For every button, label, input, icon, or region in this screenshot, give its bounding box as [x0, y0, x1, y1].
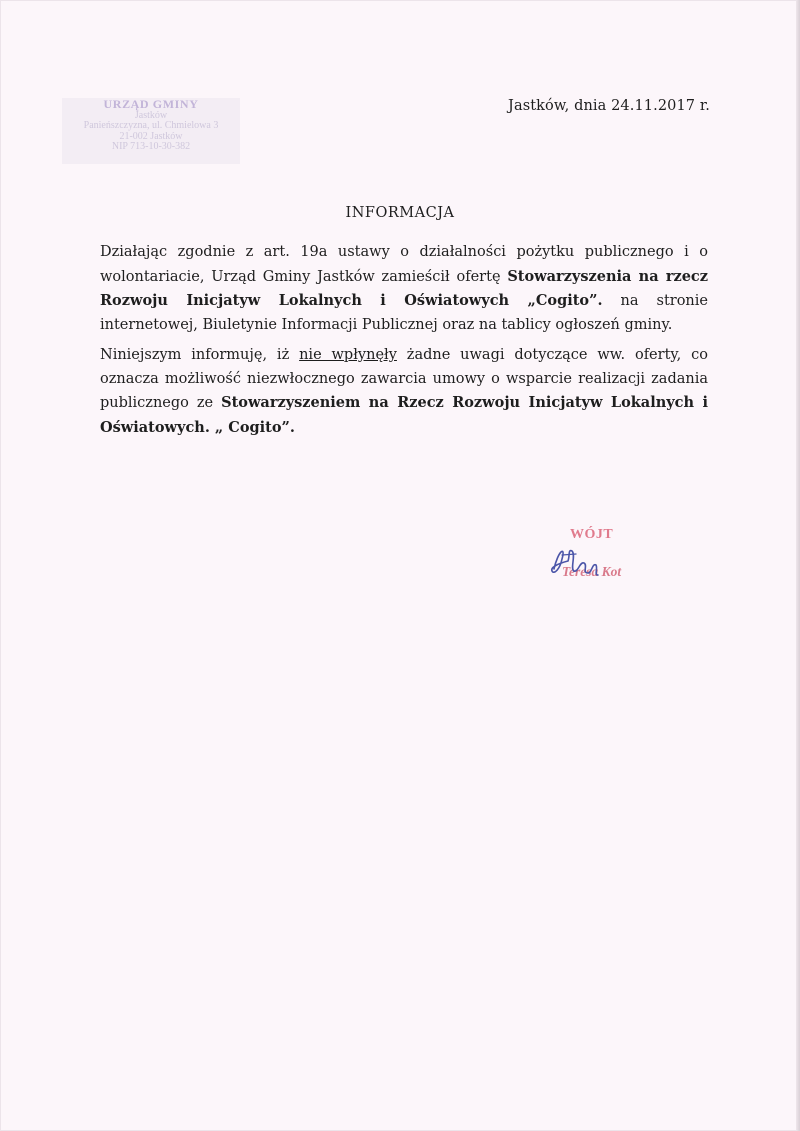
stamp-line-5: NIP 713-10-30-382	[111, 141, 191, 153]
paragraph-2-bold: Stowarzyszeniem na Rzecz Rozwoju Inicjatyw Lokalnych i Oświatowych. „ Cogito”.	[100, 394, 709, 436]
office-stamp	[62, 98, 240, 164]
paragraph-2-text-a: Niniejszym informuję, iż	[100, 347, 300, 363]
page-edge	[796, 0, 800, 1131]
paragraph-1-bold: Stowarzyszenia na rzecz Rozwoju Inicjatyw Lokalnych i Oświatowych „Cogito”.	[100, 267, 708, 309]
signature-role: WÓJT	[570, 527, 614, 542]
signature-name: Teresa Kot	[562, 564, 622, 579]
stamp-line-1: URZĄD GMINY	[103, 97, 199, 111]
paragraph-1-text-b: na stronie internetowej, Biuletynie Informacji Publicznej oraz na tablicy ogłoszeń gminy.	[100, 293, 708, 333]
signature-block	[540, 525, 640, 595]
stamp-line-2: Jastków	[134, 109, 168, 121]
paragraph-1	[100, 241, 708, 337]
paragraph-2	[100, 344, 708, 440]
stamp-line-4: 21-002 Jastków	[119, 130, 183, 142]
stamp-line-3: Panieńszczyzna, ul. Chmielowa 3	[83, 120, 219, 132]
paragraph-2-underlined: nie wpłynęły	[299, 347, 397, 363]
document-date: Jastków, dnia 24.11.2017 r.	[508, 98, 710, 114]
document-title: INFORMACJA	[345, 205, 455, 221]
paragraph-2-text-b: żadne uwagi dotyczące ww. oferty, co oznacza możliwość niezwłocznego zawarcia umowy o wsparcie realizacji zadania publicznego ze	[100, 347, 708, 411]
handwritten-signature-icon	[540, 525, 640, 595]
paragraph-1-text-a: Działając zgodnie z art. 19a ustawy o działalności pożytku publicznego i o wolontariacie, Urząd Gminy Jastków zamieścił ofertę	[100, 244, 708, 285]
